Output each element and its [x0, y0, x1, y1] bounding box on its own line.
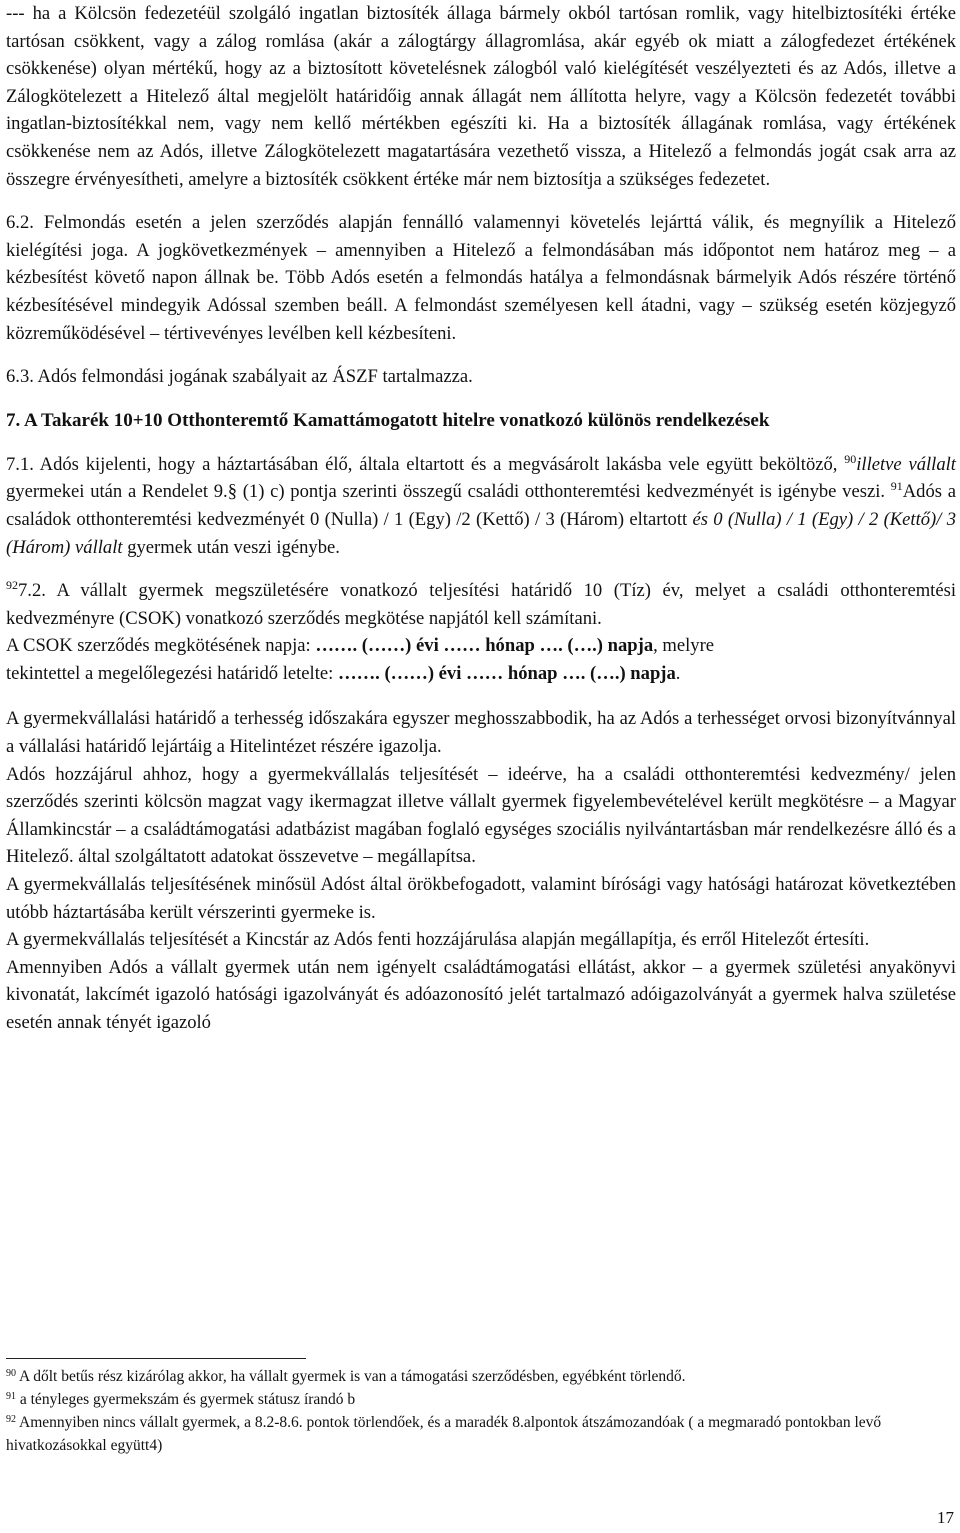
paragraph-no-family-allowance: Amennyiben Adós a vállalt gyermek után nem igényelt családtámogatási ellátást, akkor – a gyermek születési anyakönyvi kivonatát, lakcímét igazoló hatósági igazolványát és adóazonosító jelét tartalmazó adóigazolványát a gyermek halva születése esetén annak tényét igazoló: [6, 956, 956, 1033]
paragraph-6-3: 6.3. Adós felmondási jogának szabályait az ÁSZF tartalmazza.: [6, 366, 473, 388]
paragraph-6-2: 6.2. Felmondás esetén a jelen szerződés alapján fennálló valamennyi követelés lejárttá válik, és megnyílik a Hitelező kielégítési joga. A jogkövetkezmények – amennyiben a Hitelező a felmondásában más időpontot nem határoz meg – a kézbesítést követő napon állnak be. Több Adós esetén a felmondás hatálya a felmondásnak bármelyik Adós részére történő kézbesítésével mindegyik Adóssal szemben beáll. A felmondást személyesen kell átadni, vagy – szükség esetén közjegyző közreműködésével – tértivevényes levélben kell kézbesíteni.: [6, 212, 956, 344]
paragraph-treasury-notification: A gyermekvállalás teljesítését a Kincstár az Adós fenti hozzájárulása alapján megállapítja, és erről Hitelezőt értesíti.: [6, 929, 870, 951]
document-page: [6, 0, 956, 1037]
footnote-text: Amennyiben nincs vállalt gyermek, a 8.2-8.6. pontok törlendőek, és a maradék 8.alpontok átszámozandóak ( a megmaradó pontokban levő hivatkozásokkal együtt4): [6, 1414, 882, 1454]
csok-deadline-line: [6, 660, 956, 688]
footnotes: [6, 1358, 956, 1457]
p72-text: 7.2. A vállalt gyermek megszületésére vonatkozó teljesítési határidő 10 (Tíz) év, melyet a családi otthonteremtési kedvezményre (CSOK) vonatkozó szerződés megkötése napjától kell számítani.: [6, 580, 956, 629]
footnote-number: 91: [6, 1391, 16, 1402]
paragraph-7-1: [6, 451, 956, 561]
paragraph-treasury-consent: Adós hozzájárul ahhoz, hogy a gyermekvállalás teljesítését – ideérve, ha a családi otthonteremtési kedvezmény/ jelen szerződés szerinti kölcsön magzat vagy ikermagzat illetve vállalt gyermek figyelembevételével került megkötésre – a Magyar Államkincstár – a családtámogatási adatbázist magában foglaló egységes szociális nyilvántartásban már rendelkezésre álló és a Hitelező. által szolgáltatott adatokat összevetve – megállapítsa.: [6, 763, 956, 868]
csok-contract-date-blank: ……. (……) évi …… hónap …. (….) napja: [315, 635, 654, 657]
csok-line1-tail: , melyre: [653, 635, 715, 657]
csok-contract-date-line: [6, 632, 956, 660]
paragraph-termination-collateral: --- ha a Kölcsön fedezetéül szolgáló ingatlan biztosíték állaga bármely okból tartósan romlik, vagy hitelbiztosítéki értéke tartósan csökkent, vagy a zálog romlása (akár a zálogtárgy állagromlása, akár egyéb ok miatt a zálogfedezet értékének csökkenése) olyan mértékű, hogy az a biztosított követelésnek zálogból való kielégítését veszélyezteti és az Adós, illetve a Zálogkötelezett a Hitelező által megjelölt határidőig annak állagát nem állította helyre, vagy a Kölcsön fedezetét további ingatlan-biztosítékkal nem, vagy nem kellő mértékben egészíti ki. Ha a biztosíték állagának romlása, vagy értékének csökkenése nem az Adós, illetve Zálogkötelezett magatartására vezethető vissza, a Hitelező a felmondás jogát csak arra az összegre érvényesítheti, amelyre a biztosíték csökkent értéke már nem biztosítja a szükséges fedezetet.: [6, 3, 956, 190]
paragraph-7-2: [6, 577, 956, 632]
p71-text-d: Adós a családok otthonteremtési kedvezményét 0 (Nulla) / 1 (Egy) /2 (Kettő) / 3 (Három) eltartott: [6, 481, 956, 530]
footnote-divider: [6, 1358, 306, 1359]
p71-text-a: 7.1. Adós kijelenti, hogy a háztartásában élő, általa eltartott és a megvásárolt lakásba vele együtt beköltöző,: [6, 453, 845, 475]
footnote-ref-90[interactable]: 90: [844, 451, 857, 466]
p71-italic-b: illetve vállalt: [856, 453, 956, 475]
p71-italic-e: és 0 (Nulla) / 1 (Egy) / 2 (Kettő)/ 3 (Három) vállalt: [6, 508, 956, 558]
footnote-text: A dőlt betűs rész kizárólag akkor, ha vállalt gyermek is van a támogatási szerződésben, egyébként törlendő.: [16, 1368, 686, 1385]
p71-text-f: gyermek után veszi igénybe.: [122, 536, 340, 558]
paragraph-child-deadline-extension: A gyermekvállalási határidő a terhesség időszakára egyszer meghosszabbodik, ha az Adós a terhességet orvosi bizonyítvánnyal a vállalási határidő lejártáig a Hitelintézet részére igazolja.: [6, 708, 956, 758]
footnote-92: [6, 1411, 956, 1457]
page-number: 17: [937, 1508, 954, 1527]
p71-text-c: gyermekei után a Rendelet 9.§ (1) c) pontja szerinti összegű családi otthonteremtési kedvezményét is igénybe veszi.: [6, 481, 891, 503]
section-7-heading: 7. A Takarék 10+10 Otthonteremtő Kamattámogatott hitelre vonatkozó különös rendelkezések: [6, 409, 770, 431]
footnote-text: a tényleges gyermekszám és gyermek státusz írandó b: [16, 1391, 356, 1408]
footnote-number: 90: [6, 1368, 16, 1379]
footnote-90: [6, 1365, 956, 1388]
csok-deadline-blank: ……. (……) évi …… hónap …. (….) napja: [337, 662, 676, 684]
footnote-91: [6, 1388, 956, 1411]
csok-line1-label: A CSOK szerződés megkötésének napja:: [6, 635, 316, 657]
footnote-ref-91[interactable]: 91: [890, 479, 903, 494]
csok-line2-label: tekintettel a megelőlegezési határidő letelte:: [6, 662, 338, 684]
paragraph-adoption: A gyermekvállalás teljesítésének minősül Adóst által örökbefogadott, valamint bírósági vagy hatósági határozat következtében utóbb háztartásába került vérszerinti gyermeke is.: [6, 874, 956, 923]
footnote-ref-92[interactable]: 92: [6, 578, 18, 593]
csok-line2-tail: .: [675, 662, 681, 684]
footnote-number: 92: [6, 1414, 16, 1425]
